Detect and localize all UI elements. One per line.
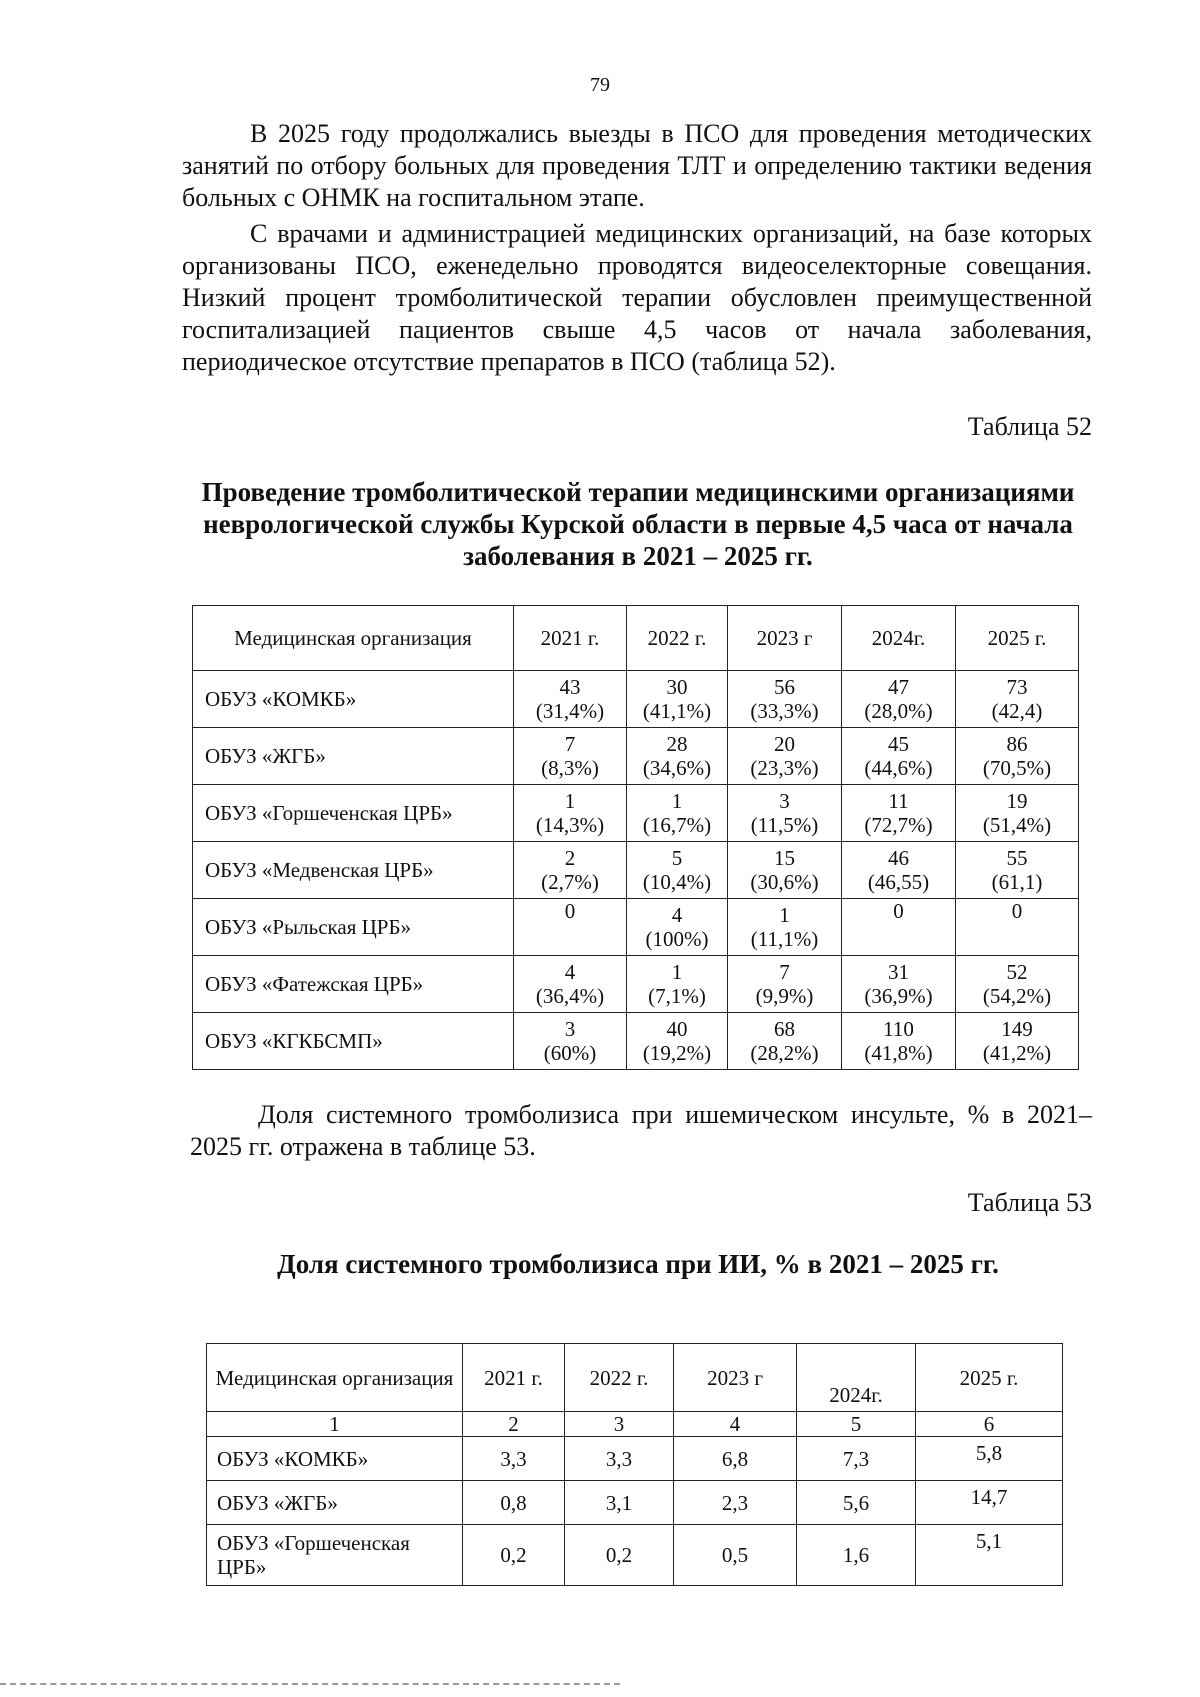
table-row <box>193 785 1079 842</box>
value-cell <box>956 671 1079 728</box>
count-value: 7 <box>564 732 576 756</box>
percent-value: (16,7%) <box>642 813 712 837</box>
percent-value: (36,9%) <box>864 984 933 1008</box>
value-cell <box>514 671 627 728</box>
count-value: 1 <box>671 789 683 813</box>
percent-value: (28,0%) <box>864 699 933 723</box>
value-cell <box>956 899 1079 956</box>
percent-value: (11,5%) <box>750 813 819 837</box>
value-cell <box>514 1013 627 1070</box>
percent-value: (34,6%) <box>642 756 712 780</box>
value-cell: 7,3 <box>797 1437 916 1481</box>
value-cell: 5,1 <box>916 1525 1063 1586</box>
percent-value: (54,2%) <box>982 984 1052 1008</box>
percent-value: (44,6%) <box>864 756 933 780</box>
value-cell <box>956 1013 1079 1070</box>
value-cell <box>627 671 728 728</box>
table-row <box>207 1525 1063 1586</box>
percent-value: (10,4%) <box>642 870 712 894</box>
percent-value: (2,7%) <box>541 870 599 894</box>
organization-cell: ОБУЗ «ЖГБ» <box>207 1481 463 1525</box>
organization-cell: ОБУЗ «КОМКБ» <box>193 671 514 728</box>
percent-value: (14,3%) <box>535 813 605 837</box>
value-cell: 0,5 <box>674 1525 797 1586</box>
value-cell <box>514 956 627 1013</box>
column-number: 2 <box>463 1412 565 1437</box>
percent-value: (42,4) <box>991 699 1043 723</box>
scan-edge-line <box>0 1683 620 1685</box>
percent-value: (11,1%) <box>750 927 819 951</box>
count-value: 1 <box>779 903 790 927</box>
value-cell <box>514 842 627 899</box>
organization-cell: ОБУЗ «Горшеченская ЦРБ» <box>207 1525 463 1586</box>
count-value: 40 <box>666 1017 688 1041</box>
count-value: 3 <box>564 1017 576 1041</box>
table-52 <box>192 605 1079 1070</box>
header-cell: Медицинская организация <box>207 1344 463 1412</box>
column-number: 5 <box>797 1412 916 1437</box>
count-value: 4 <box>564 960 576 984</box>
percent-value: (61,1) <box>991 870 1043 894</box>
organization-cell: ОБУЗ «КОМКБ» <box>207 1437 463 1481</box>
value-cell <box>627 956 728 1013</box>
column-number: 1 <box>207 1412 463 1437</box>
organization-cell: ОБУЗ «КГКБСМП» <box>193 1013 514 1070</box>
count-value: 2 <box>564 846 576 870</box>
header-cell: Медицинская организация <box>193 606 514 671</box>
page-number: 79 <box>590 74 610 96</box>
column-number: 3 <box>565 1412 674 1437</box>
count-value: 5 <box>671 846 683 870</box>
count-value: 45 <box>888 732 909 756</box>
count-value: 20 <box>774 732 795 756</box>
percent-value: (46,55) <box>867 870 930 894</box>
count-value: 68 <box>774 1017 795 1041</box>
count-value: 52 <box>1006 960 1028 984</box>
count-value: 0 <box>893 899 904 923</box>
count-value: 1 <box>671 960 683 984</box>
count-value: 7 <box>779 960 790 984</box>
column-number: 4 <box>674 1412 797 1437</box>
table-row <box>193 899 1079 956</box>
value-cell <box>842 671 956 728</box>
value-cell: 3,3 <box>565 1437 674 1481</box>
paragraph-conferences: С врачами и администрацией медицинских организаций, на базе которых организованы ПСО, еженедельно проводятся видеоселекторные совещания. Низкий процент тромболитической терапии обусловлен преимущественной госпитализацией пациентов свыше 4,5 часов от начала заболевания, периодическое отсутствие препаратов в ПСО (таблица 52). <box>182 219 1092 376</box>
header-cell: 2021 г. <box>514 606 627 671</box>
value-cell <box>514 785 627 842</box>
header-cell: 2023 г <box>728 606 842 671</box>
percent-value: (7,1%) <box>648 984 706 1008</box>
value-cell: 3,1 <box>565 1481 674 1525</box>
table-row <box>193 671 1079 728</box>
value-cell <box>514 728 627 785</box>
organization-cell: ОБУЗ «Рыльская ЦРБ» <box>193 899 514 956</box>
count-value: 28 <box>666 732 688 756</box>
value-cell: 5,8 <box>916 1437 1063 1481</box>
table-header-row <box>207 1344 1063 1412</box>
value-cell <box>728 899 842 956</box>
percent-value: (36,4%) <box>535 984 605 1008</box>
value-cell: 2,3 <box>674 1481 797 1525</box>
value-cell <box>728 956 842 1013</box>
table-row <box>207 1437 1063 1481</box>
header-cell: 2024г. <box>797 1344 916 1412</box>
count-value: 0 <box>564 899 576 923</box>
percent-value: (28,2%) <box>750 1041 819 1065</box>
value-cell: 3,3 <box>463 1437 565 1481</box>
count-value: 11 <box>888 789 909 813</box>
value-cell <box>842 956 956 1013</box>
value-cell <box>956 728 1079 785</box>
count-value: 3 <box>779 789 790 813</box>
paragraph-visits: В 2025 году продолжались выезды в ПСО для проведения методических занятий по отбору больных для проведения ТЛТ и определению тактики ведения больных с ОНМК на госпитальном этапе. <box>182 119 1092 212</box>
count-value: 73 <box>1006 675 1028 699</box>
percent-value: (41,1%) <box>642 699 712 723</box>
value-cell <box>627 1013 728 1070</box>
table-row <box>207 1481 1063 1525</box>
table-row <box>193 842 1079 899</box>
percent-value: (9,9%) <box>755 984 814 1008</box>
value-cell: 0,2 <box>463 1525 565 1586</box>
percent-value: (100%) <box>645 927 709 951</box>
column-number-row <box>207 1412 1063 1437</box>
table-53-title: Доля системного тромболизиса при ИИ, % в 2021 – 2025 гг. <box>277 1249 999 1279</box>
value-cell <box>627 785 728 842</box>
value-cell <box>956 956 1079 1013</box>
table-52-title: Проведение тромболитической терапии медицинскими организациями неврологической службы Курской области в первые 4,5 часа от начала заболевания в 2021 – 2025 гг. <box>201 477 1075 571</box>
value-cell <box>728 728 842 785</box>
value-cell <box>842 785 956 842</box>
value-cell <box>728 842 842 899</box>
count-value: 55 <box>1006 846 1028 870</box>
count-value: 4 <box>671 903 683 927</box>
percent-value: (72,7%) <box>864 813 933 837</box>
percent-value: (41,8%) <box>864 1041 933 1065</box>
value-cell <box>627 842 728 899</box>
value-cell <box>627 728 728 785</box>
percent-value: (19,2%) <box>642 1041 712 1065</box>
percent-value: (70,5%) <box>982 756 1052 780</box>
value-cell: 1,6 <box>797 1525 916 1586</box>
value-cell <box>728 671 842 728</box>
value-cell <box>842 842 956 899</box>
table-row <box>193 1013 1079 1070</box>
header-cell: 2023 г <box>674 1344 797 1412</box>
header-cell: 2022 г. <box>627 606 728 671</box>
header-cell: 2025 г. <box>916 1344 1063 1412</box>
count-value: 43 <box>559 675 581 699</box>
value-cell: 5,6 <box>797 1481 916 1525</box>
value-cell <box>842 899 956 956</box>
percent-value: (23,3%) <box>750 756 819 780</box>
value-cell: 0,8 <box>463 1481 565 1525</box>
value-cell <box>842 728 956 785</box>
value-cell <box>956 842 1079 899</box>
paragraph-thrombolysis-share: Доля системного тромболизиса при ишемическом инсульте, % в 2021– 2025 гг. отражена в таблице 53. <box>190 1100 1092 1161</box>
table-row <box>193 956 1079 1013</box>
organization-cell: ОБУЗ «Фатежская ЦРБ» <box>193 956 514 1013</box>
header-cell: 2024г. <box>842 606 956 671</box>
table-52-label: Таблица 52 <box>967 412 1092 441</box>
value-cell: 0,2 <box>565 1525 674 1586</box>
table-row <box>193 728 1079 785</box>
count-value: 0 <box>1011 899 1023 923</box>
value-cell <box>728 1013 842 1070</box>
value-cell <box>514 899 627 956</box>
count-value: 31 <box>888 960 909 984</box>
count-value: 15 <box>774 846 795 870</box>
count-value: 1 <box>564 789 576 813</box>
table-53-label: Таблица 53 <box>967 1188 1092 1217</box>
percent-value: (8,3%) <box>541 756 599 780</box>
organization-cell: ОБУЗ «ЖГБ» <box>193 728 514 785</box>
percent-value: (60%) <box>543 1041 597 1065</box>
count-value: 56 <box>774 675 795 699</box>
count-value: 149 <box>1001 1017 1033 1041</box>
organization-cell: ОБУЗ «Медвенская ЦРБ» <box>193 842 514 899</box>
table-header-row <box>193 606 1079 671</box>
count-value: 47 <box>888 675 909 699</box>
value-cell: 6,8 <box>674 1437 797 1481</box>
percent-value: (51,4%) <box>982 813 1052 837</box>
header-cell: 2025 г. <box>956 606 1079 671</box>
value-cell <box>842 1013 956 1070</box>
count-value: 86 <box>1006 732 1028 756</box>
count-value: 19 <box>1006 789 1028 813</box>
table-53 <box>206 1343 1063 1586</box>
value-cell <box>956 785 1079 842</box>
percent-value: (33,3%) <box>750 699 819 723</box>
count-value: 46 <box>888 846 909 870</box>
value-cell <box>627 899 728 956</box>
count-value: 110 <box>883 1017 914 1041</box>
header-cell: 2022 г. <box>565 1344 674 1412</box>
count-value: 30 <box>666 675 688 699</box>
column-number: 6 <box>916 1412 1063 1437</box>
organization-cell: ОБУЗ «Горшеченская ЦРБ» <box>193 785 514 842</box>
value-cell <box>728 785 842 842</box>
percent-value: (41,2%) <box>982 1041 1052 1065</box>
value-cell: 14,7 <box>916 1481 1063 1525</box>
percent-value: (31,4%) <box>535 699 605 723</box>
header-cell: 2021 г. <box>463 1344 565 1412</box>
percent-value: (30,6%) <box>750 870 819 894</box>
